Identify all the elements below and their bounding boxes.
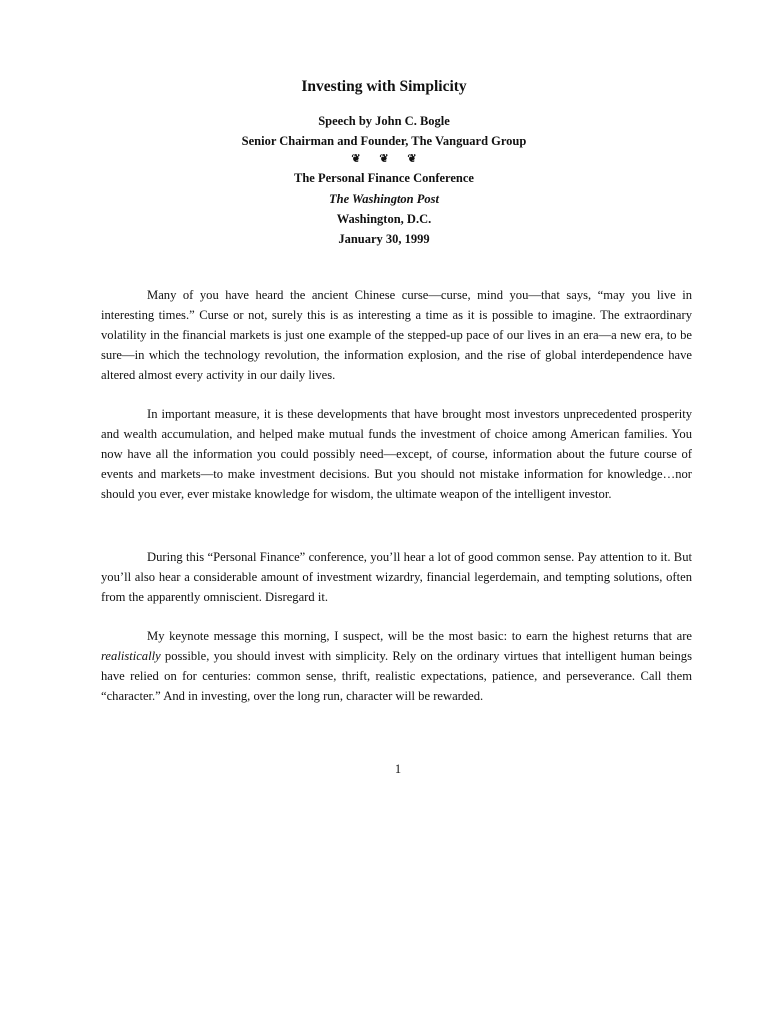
fleuron-icon: ❦ <box>351 153 361 166</box>
ornament-divider <box>0 151 768 168</box>
paragraph-text-part: My keynote message this morning, I suspect, will be the most basic: to earn the highest returns that are <box>147 629 692 643</box>
document-header <box>0 78 768 249</box>
fleuron-icon: ❦ <box>407 153 417 166</box>
conference-date: January 30, 1999 <box>338 232 430 247</box>
paragraph-2 <box>101 405 692 505</box>
emphasis-text: realistically <box>101 648 161 663</box>
paragraph-1 <box>101 286 692 386</box>
fleuron-icon: ❦ <box>379 153 389 166</box>
paragraph-text: During this “Personal Finance” conference, you’ll hear a lot of good common sense. Pay attention to it. But you’ll also hear a considerable amount of investment wizardry, financial legerdemain, and tempting solutions, often from the apparently omniscient. Disregard it. <box>101 550 692 604</box>
conference-name: The Personal Finance Conference <box>294 171 474 186</box>
paragraph-text-part: possible, you should invest with simplicity. Rely on the ordinary virtues that intelligent human beings have relied on for centuries: common sense, thrift, realistic expectations, patience, and perseverance. Call them “character.” And in investing, over the long run, character will be rewarded. <box>101 648 692 703</box>
paragraph-4 <box>101 627 692 707</box>
page-number: 1 <box>394 762 402 776</box>
document-title: Investing with Simplicity <box>301 78 467 95</box>
paragraph-text <box>101 627 692 707</box>
conference-host: The Washington Post <box>329 191 439 206</box>
conference-location: Washington, D.C. <box>336 211 432 226</box>
paragraph-text: In important measure, it is these developments that have brought most investors unprecedented prosperity and wealth accumulation, and helped make mutual funds the investment of choice among American families. You now have all the information you could possibly need—except, of course, information about the future course of events and markets—to make investment decisions. But you should not mistake information for knowledge…nor should you ever, ever mistake knowledge for wisdom, the ultimate weapon of the intelligent investor. <box>101 407 692 501</box>
paragraph-3 <box>101 548 692 608</box>
paragraph-text: Many of you have heard the ancient Chinese curse—curse, mind you—that says, “may you live in interesting times.” Curse or not, surely this is as interesting a time as it is possible to imagine. The extraordinary volatility in the financial markets is just one example of the stepped-up pace of our lives in an era—a new era, to be sure—in which the technology revolution, the information explosion, and the rise of global interdependence have altered almost every activity in our daily lives. <box>101 288 692 382</box>
speaker-line: Speech by John C. Bogle <box>318 114 450 128</box>
speaker-role: Senior Chairman and Founder, The Vanguard Group <box>241 134 527 149</box>
